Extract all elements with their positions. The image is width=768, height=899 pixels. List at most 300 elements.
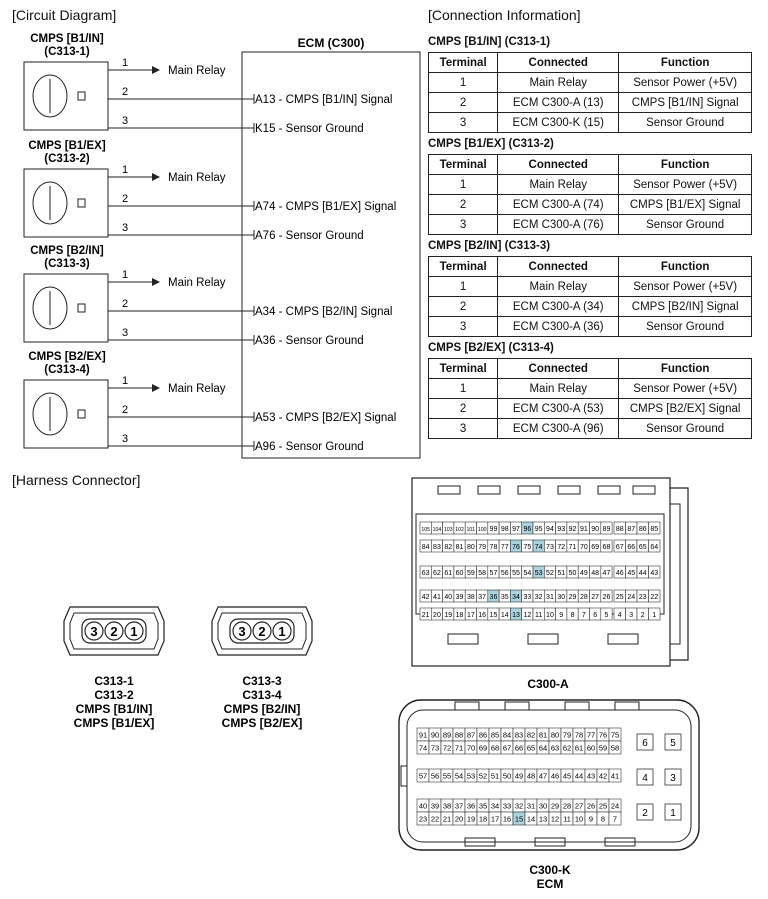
connector-label: CMPS [B2/IN] (223, 702, 301, 716)
table-cell: ECM C300-A (76) (498, 215, 619, 235)
sensor-box (24, 169, 108, 237)
pin-number: 65 (638, 544, 647, 551)
table-row (429, 277, 752, 297)
pin-number: 30 (538, 801, 548, 811)
pin-number: 85 (650, 526, 659, 533)
pin-number: 2 (122, 404, 129, 416)
sensor-name: CMPS [B2/IN] (30, 245, 104, 257)
connector-label: C313-3 (242, 674, 282, 688)
pin-number: 24 (610, 801, 620, 811)
table-cell: ECM C300-K (15) (498, 113, 619, 133)
header-connected: Connected (498, 155, 619, 175)
pin-number: 51 (557, 570, 566, 577)
pin-number: 35 (478, 801, 488, 811)
pin-number: 57 (489, 570, 498, 577)
main-relay-label: Main Relay (168, 172, 226, 184)
pin-number: 10 (574, 814, 584, 824)
pin-number: 7 (581, 612, 586, 619)
pin-number: 37 (478, 594, 487, 601)
connection-table-block (428, 342, 752, 439)
pin-number: 58 (610, 743, 620, 753)
pin-number: 15 (489, 612, 498, 619)
pin-number: 64 (650, 544, 659, 551)
pin-number: 66 (514, 743, 524, 753)
pin-number: 31 (546, 594, 554, 601)
pin-number: 8 (600, 814, 606, 824)
arrow-icon (152, 384, 160, 392)
pin-number: 59 (466, 570, 475, 577)
small-connectors (0, 580, 400, 750)
pin-number: 1 (670, 808, 676, 819)
pin-number: 1 (122, 375, 129, 387)
pin-number: 52 (546, 570, 554, 577)
table-cell: ECM C300-A (13) (498, 93, 619, 113)
pin-number: 38 (466, 594, 475, 601)
pin-number: 11 (563, 814, 571, 824)
pin-number: 68 (490, 743, 500, 753)
pin-number: 93 (557, 526, 566, 533)
pin-number: 74 (534, 544, 543, 551)
table-cell: Sensor Ground (619, 215, 752, 235)
table-row (429, 317, 752, 337)
pin-number: 53 (466, 771, 476, 781)
pin-number: 56 (500, 570, 509, 577)
pin-number: 36 (489, 594, 498, 601)
pin-number: 1 (278, 624, 286, 639)
sensor-box (24, 380, 108, 448)
table-cell: CMPS [B2/IN] Signal (619, 297, 752, 317)
table-cell: Main Relay (498, 277, 619, 297)
table-cell: 3 (429, 317, 498, 337)
connector-label: CMPS [B1/IN] (75, 702, 153, 716)
table-cell: CMPS [B1/EX] Signal (619, 195, 752, 215)
pin-number: 60 (586, 743, 596, 753)
c300a-connector (408, 474, 698, 694)
pin-number: 8 (570, 612, 575, 619)
pin-number: 48 (591, 570, 600, 577)
table-cell: ECM C300-A (34) (498, 297, 619, 317)
pin-number: 49 (579, 570, 588, 577)
circuit-diagram (0, 0, 430, 470)
pin-number: 96 (523, 526, 532, 533)
ground-pin-label: K15 - Sensor Ground (255, 123, 364, 135)
pin-number: 19 (444, 612, 453, 619)
pin-number: 54 (454, 771, 464, 781)
table-cell: ECM C300-A (53) (498, 399, 619, 419)
table-cell: Sensor Power (+5V) (619, 379, 752, 399)
pin-number: 72 (557, 544, 566, 551)
pin-number: 36 (466, 801, 476, 811)
pin-number: 85 (490, 730, 500, 740)
pin-number: 41 (610, 771, 620, 781)
pin-number: 25 (598, 801, 608, 811)
pin-number: 31 (526, 801, 536, 811)
pin-number: 43 (586, 771, 596, 781)
table-cell: 1 (429, 379, 498, 399)
pin-number: 14 (500, 612, 509, 619)
pin-number: 2 (258, 624, 266, 639)
pin-number: 26 (586, 801, 596, 811)
sensor-name: CMPS [B1/EX] (28, 140, 106, 152)
pin-number: 97 (512, 526, 520, 533)
pin-number: 46 (550, 771, 560, 781)
table-cell: Sensor Power (+5V) (619, 277, 752, 297)
pin-number: 3 (238, 624, 246, 639)
pin-number: 57 (418, 771, 428, 781)
table-row (429, 195, 752, 215)
pin-number: 2 (122, 193, 129, 205)
pin-number: 1 (652, 612, 657, 619)
pin-number: 17 (490, 814, 500, 824)
pin-number: 47 (538, 771, 548, 781)
connection-table (428, 154, 752, 235)
pin-number: 62 (562, 743, 572, 753)
ecm-label: ECM (536, 877, 564, 891)
pin-number: 24 (627, 594, 636, 601)
pin-number: 99 (489, 526, 498, 533)
pin-number: 84 (421, 544, 430, 551)
connection-table-block (428, 138, 752, 235)
table-title: CMPS [B1/EX] (C313-2) (428, 138, 554, 150)
pin-number: 100 (477, 527, 487, 533)
connection-table-block (428, 36, 752, 133)
connection-table-block (428, 240, 752, 337)
pin-number: 18 (478, 814, 488, 824)
ecm-title: ECM (C300) (297, 36, 365, 50)
header-terminal: Terminal (429, 257, 498, 277)
pin-number: 56 (430, 771, 440, 781)
table-cell: Sensor Ground (619, 419, 752, 439)
pin-number: 45 (562, 771, 572, 781)
pin-number: 2 (122, 298, 129, 310)
pin-number: 3 (122, 115, 129, 127)
connector-label: C313-4 (242, 688, 282, 702)
pin-number: 65 (526, 743, 536, 753)
pin-number: 9 (559, 612, 564, 619)
pin-number: 61 (574, 743, 584, 753)
pin-number: 29 (550, 801, 560, 811)
pin-number: 89 (602, 526, 611, 533)
pin-number: 67 (502, 743, 512, 753)
pin-number: 53 (534, 570, 543, 577)
pin-number: 30 (557, 594, 566, 601)
sensor-block (24, 351, 396, 453)
pin-number: 40 (418, 801, 428, 811)
pin-number: 3 (90, 624, 98, 639)
sensor-name: CMPS [B1/IN] (30, 33, 104, 45)
ground-pin-label: A96 - Sensor Ground (255, 441, 364, 453)
table-cell: Sensor Power (+5V) (619, 73, 752, 93)
harness-connector-title: [Harness Connector] (12, 472, 141, 488)
pin-number: 11 (535, 612, 543, 619)
pin-number: 41 (433, 594, 441, 601)
small-connector (212, 607, 312, 730)
pin-number: 80 (550, 730, 560, 740)
pin-number: 33 (502, 801, 512, 811)
pin-number: 71 (568, 544, 577, 551)
pin-number: 45 (627, 570, 636, 577)
pin-number: 75 (610, 730, 620, 740)
table-cell: ECM C300-A (36) (498, 317, 619, 337)
pin-number: 78 (489, 544, 498, 551)
pin-number: 6 (593, 612, 598, 619)
main-relay-label: Main Relay (168, 277, 226, 289)
pin-number: 50 (568, 570, 577, 577)
arrow-icon (152, 173, 160, 181)
pin-number: 63 (421, 570, 430, 577)
connection-table (428, 358, 752, 439)
table-cell: 3 (429, 113, 498, 133)
pin-number: 50 (502, 771, 512, 781)
pin-number: 13 (538, 814, 548, 824)
pin-number: 91 (579, 526, 588, 533)
pin-number: 89 (442, 730, 452, 740)
table-cell: Sensor Ground (619, 113, 752, 133)
pin-number: 7 (612, 814, 618, 824)
table-row (429, 379, 752, 399)
pin-number: 81 (538, 730, 548, 740)
pin-number: 94 (546, 526, 554, 533)
pin-number: 105 (421, 527, 430, 533)
pin-number: 91 (418, 730, 428, 740)
table-row (429, 73, 752, 93)
main-relay-label: Main Relay (168, 65, 226, 77)
main-relay-label: Main Relay (168, 383, 226, 395)
pin-number: 37 (454, 801, 464, 811)
arrow-icon (152, 278, 160, 286)
pin-number: 5 (670, 738, 676, 749)
table-row (429, 175, 752, 195)
table-row (429, 419, 752, 439)
table-cell: 2 (429, 399, 498, 419)
pin-number: 5 (604, 612, 609, 619)
arrow-icon (152, 66, 160, 74)
pin-number: 22 (650, 594, 659, 601)
pin-number: 22 (430, 814, 440, 824)
pin-number: 2 (122, 86, 129, 98)
pin-number: 71 (454, 743, 464, 753)
pin-number: 86 (638, 526, 647, 533)
pin-number: 75 (523, 544, 532, 551)
pin-number: 88 (454, 730, 464, 740)
pin-number: 28 (579, 594, 588, 601)
pin-number: 69 (591, 544, 600, 551)
table-cell: ECM C300-A (96) (498, 419, 619, 439)
pin-number: 104 (432, 527, 442, 533)
pin-number: 9 (588, 814, 594, 824)
pin-number: 87 (627, 526, 636, 533)
pin-number: 81 (455, 544, 464, 551)
pin-number: 66 (627, 544, 636, 551)
pin-number: 62 (433, 570, 441, 577)
table-cell: ECM C300-A (74) (498, 195, 619, 215)
c300a-label: C300-A (527, 677, 569, 691)
pin-number: 1 (130, 624, 138, 639)
pin-number: 48 (526, 771, 536, 781)
pin-number: 39 (430, 801, 440, 811)
header-function: Function (619, 257, 752, 277)
pin-number: 74 (418, 743, 428, 753)
pin-number: 73 (430, 743, 440, 753)
pin-number: 17 (466, 612, 475, 619)
table-row (429, 113, 752, 133)
pin-number: 68 (602, 544, 611, 551)
pin-number: 102 (455, 527, 464, 533)
pin-number: 12 (550, 814, 560, 824)
pin-number: 4 (642, 773, 648, 784)
header-connected: Connected (498, 257, 619, 277)
c300k-label: C300-K (529, 863, 571, 877)
pin-number: 64 (538, 743, 548, 753)
pin-number: 27 (574, 801, 584, 811)
pin-number: 83 (514, 730, 524, 740)
table-cell: 2 (429, 195, 498, 215)
pin-number: 13 (512, 612, 520, 619)
pin-number: 28 (562, 801, 572, 811)
pin-number: 49 (514, 771, 524, 781)
pin-number: 32 (514, 801, 524, 811)
pin-number: 63 (550, 743, 560, 753)
pin-number: 76 (512, 544, 520, 551)
pin-number: 47 (602, 570, 611, 577)
pin-number: 82 (526, 730, 536, 740)
table-cell: CMPS [B1/IN] Signal (619, 93, 752, 113)
pin-number: 2 (640, 612, 645, 619)
pin-number: 1 (122, 269, 129, 281)
ecm-pin-label: A34 - CMPS [B2/IN] Signal (255, 306, 393, 318)
sensor-block (24, 140, 396, 242)
table-title: CMPS [B2/EX] (C313-4) (428, 342, 554, 354)
pin-number: 42 (598, 771, 608, 781)
sensor-code: (C313-3) (44, 258, 90, 270)
ecm-pin-label: A13 - CMPS [B1/IN] Signal (255, 94, 393, 106)
pin-number: 51 (490, 771, 500, 781)
table-cell: Main Relay (498, 379, 619, 399)
pin-number: 76 (598, 730, 608, 740)
table-cell: CMPS [B2/EX] Signal (619, 399, 752, 419)
connection-info-title: [Connection Information] (428, 7, 581, 23)
pin-number: 83 (433, 544, 441, 551)
table-cell: 1 (429, 277, 498, 297)
pin-number: 16 (478, 612, 487, 619)
sensor-code: (C313-4) (44, 364, 90, 376)
header-connected: Connected (498, 359, 619, 379)
table-cell: Main Relay (498, 73, 619, 93)
table-cell: 2 (429, 93, 498, 113)
pin-number: 79 (562, 730, 572, 740)
pin-number: 1 (122, 57, 129, 69)
pin-number: 16 (502, 814, 512, 824)
ecm-pin-label: A74 - CMPS [B1/EX] Signal (255, 201, 397, 213)
connection-table (428, 52, 752, 133)
pin-number: 79 (478, 544, 487, 551)
pin-number: 72 (442, 743, 452, 753)
pin-number: 29 (568, 594, 577, 601)
table-cell: Main Relay (498, 175, 619, 195)
pin-number: 60 (455, 570, 464, 577)
table-row (429, 93, 752, 113)
pin-number: 46 (615, 570, 624, 577)
table-row (429, 215, 752, 235)
connection-table (428, 256, 752, 337)
pin-number: 77 (500, 544, 509, 551)
pin-number: 67 (615, 544, 624, 551)
table-title: CMPS [B2/IN] (C313-3) (428, 240, 551, 252)
header-terminal: Terminal (429, 155, 498, 175)
ecm-box (242, 52, 420, 458)
ground-pin-label: A76 - Sensor Ground (255, 230, 364, 242)
pin-number: 12 (523, 612, 532, 619)
pin-number: 35 (500, 594, 509, 601)
small-connector (64, 607, 164, 730)
table-cell: 3 (429, 419, 498, 439)
pin-number: 19 (466, 814, 476, 824)
pin-number: 23 (638, 594, 647, 601)
pin-number: 3 (122, 433, 129, 445)
pin-number: 70 (579, 544, 588, 551)
pin-number: 92 (568, 526, 577, 533)
pin-number: 80 (466, 544, 475, 551)
pin-number: 34 (490, 801, 500, 811)
pin-number: 27 (591, 594, 600, 601)
connector-label: C313-2 (94, 688, 134, 702)
ecm-pin-label: A53 - CMPS [B2/EX] Signal (255, 412, 397, 424)
circuit-diagram-title: [Circuit Diagram] (12, 7, 117, 23)
table-row (429, 297, 752, 317)
pin-number: 3 (122, 327, 129, 339)
table-cell: Sensor Ground (619, 317, 752, 337)
table-cell: 3 (429, 215, 498, 235)
connector-label: C313-1 (94, 674, 134, 688)
pin-number: 1 (122, 164, 129, 176)
pin-number: 69 (478, 743, 488, 753)
sensor-box (24, 62, 108, 130)
pin-number: 20 (433, 612, 441, 619)
pin-number: 21 (442, 814, 452, 824)
table-cell: Sensor Power (+5V) (619, 175, 752, 195)
pin-number: 15 (514, 814, 524, 824)
pin-number: 84 (502, 730, 512, 740)
pin-number: 55 (512, 570, 520, 577)
pin-number: 6 (642, 738, 648, 749)
header-function: Function (619, 359, 752, 379)
c300k-connector (395, 696, 705, 896)
header-function: Function (619, 53, 752, 73)
pin-number: 2 (642, 808, 648, 819)
pin-number: 70 (466, 743, 476, 753)
pin-number: 87 (466, 730, 476, 740)
sensor-name: CMPS [B2/EX] (28, 351, 106, 363)
ground-pin-label: A36 - Sensor Ground (255, 335, 364, 347)
pin-number: 82 (444, 544, 453, 551)
sensor-block (24, 245, 392, 347)
sensor-code: (C313-1) (44, 46, 90, 58)
pin-number: 59 (598, 743, 608, 753)
pin-number: 98 (500, 526, 509, 533)
pin-number: 88 (615, 526, 624, 533)
pin-number: 44 (638, 570, 647, 577)
pin-number: 33 (523, 594, 532, 601)
table-cell: 1 (429, 175, 498, 195)
pin-number: 43 (650, 570, 659, 577)
pin-number: 101 (466, 527, 476, 533)
pin-number: 20 (454, 814, 464, 824)
header-function: Function (619, 155, 752, 175)
pin-number: 58 (478, 570, 487, 577)
pin-number: 73 (546, 544, 554, 551)
pin-number: 55 (442, 771, 452, 781)
pin-number: 2 (110, 624, 118, 639)
